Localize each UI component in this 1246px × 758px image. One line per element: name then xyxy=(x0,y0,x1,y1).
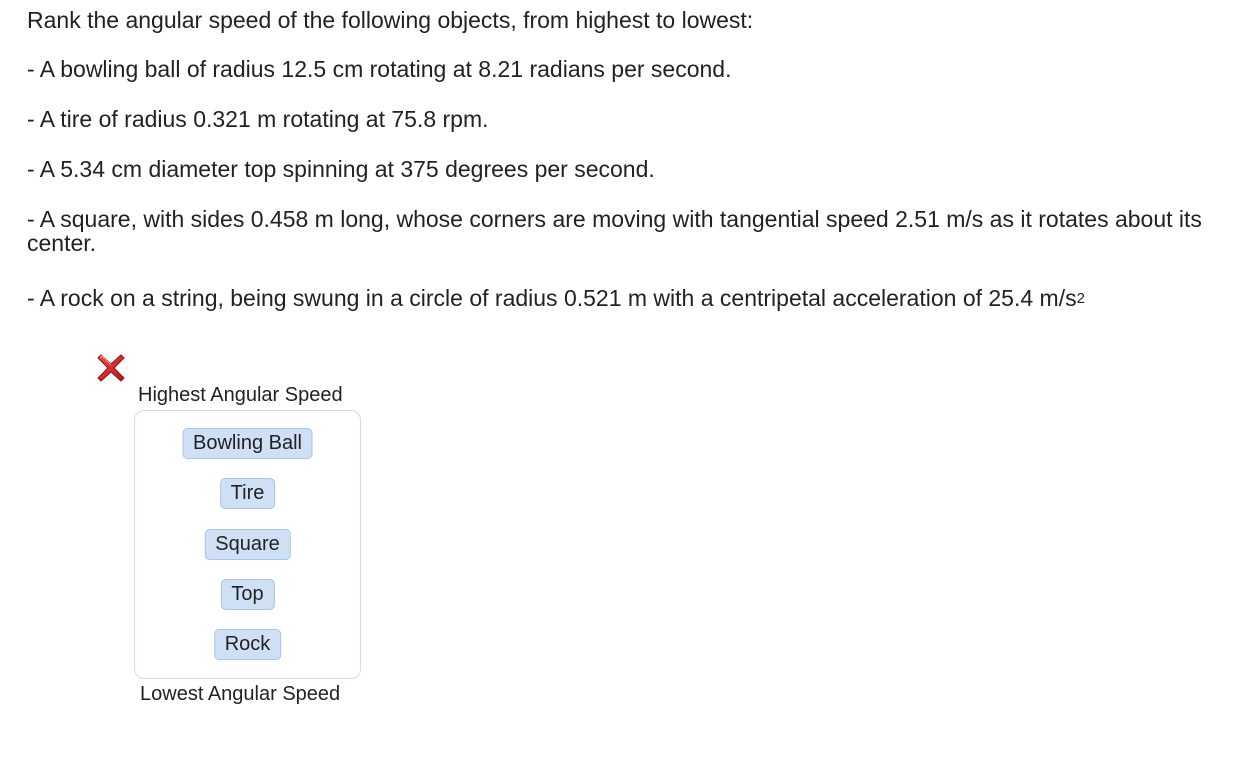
incorrect-x-icon xyxy=(94,351,128,385)
highest-angular-speed-label: Highest Angular Speed xyxy=(138,384,343,406)
question-item-bowling-ball: - A bowling ball of radius 12.5 cm rotating at 8.21 radians per second. xyxy=(27,56,732,82)
rank-item-rock[interactable]: Rock xyxy=(214,629,282,660)
question-intro: Rank the angular speed of the following objects, from highest to lowest: xyxy=(27,7,754,33)
question-text xyxy=(27,8,1227,311)
rank-item-bowling-ball[interactable]: Bowling Ball xyxy=(182,428,313,459)
rank-item-top[interactable]: Top xyxy=(220,579,274,610)
question-item-rock xyxy=(27,286,1227,311)
rank-item-square[interactable]: Square xyxy=(204,529,291,560)
lowest-angular-speed-label: Lowest Angular Speed xyxy=(140,683,341,705)
question-item-rock-text: - A rock on a string, being swung in a circle of radius 0.521 m with a centripetal acceleration of 25.4 m/s xyxy=(27,285,1077,311)
ranking-drop-zone[interactable] xyxy=(134,410,361,679)
rank-item-tire[interactable]: Tire xyxy=(220,478,276,509)
question-item-tire: - A tire of radius 0.321 m rotating at 75.8 rpm. xyxy=(27,106,489,132)
question-item-top: - A 5.34 cm diameter top spinning at 375 degrees per second. xyxy=(27,156,655,182)
squared-superscript: 2 xyxy=(1076,290,1085,307)
question-item-square: - A square, with sides 0.458 m long, whose corners are moving with tangential speed 2.51 m/s as it rotates about its center. xyxy=(27,206,1202,256)
